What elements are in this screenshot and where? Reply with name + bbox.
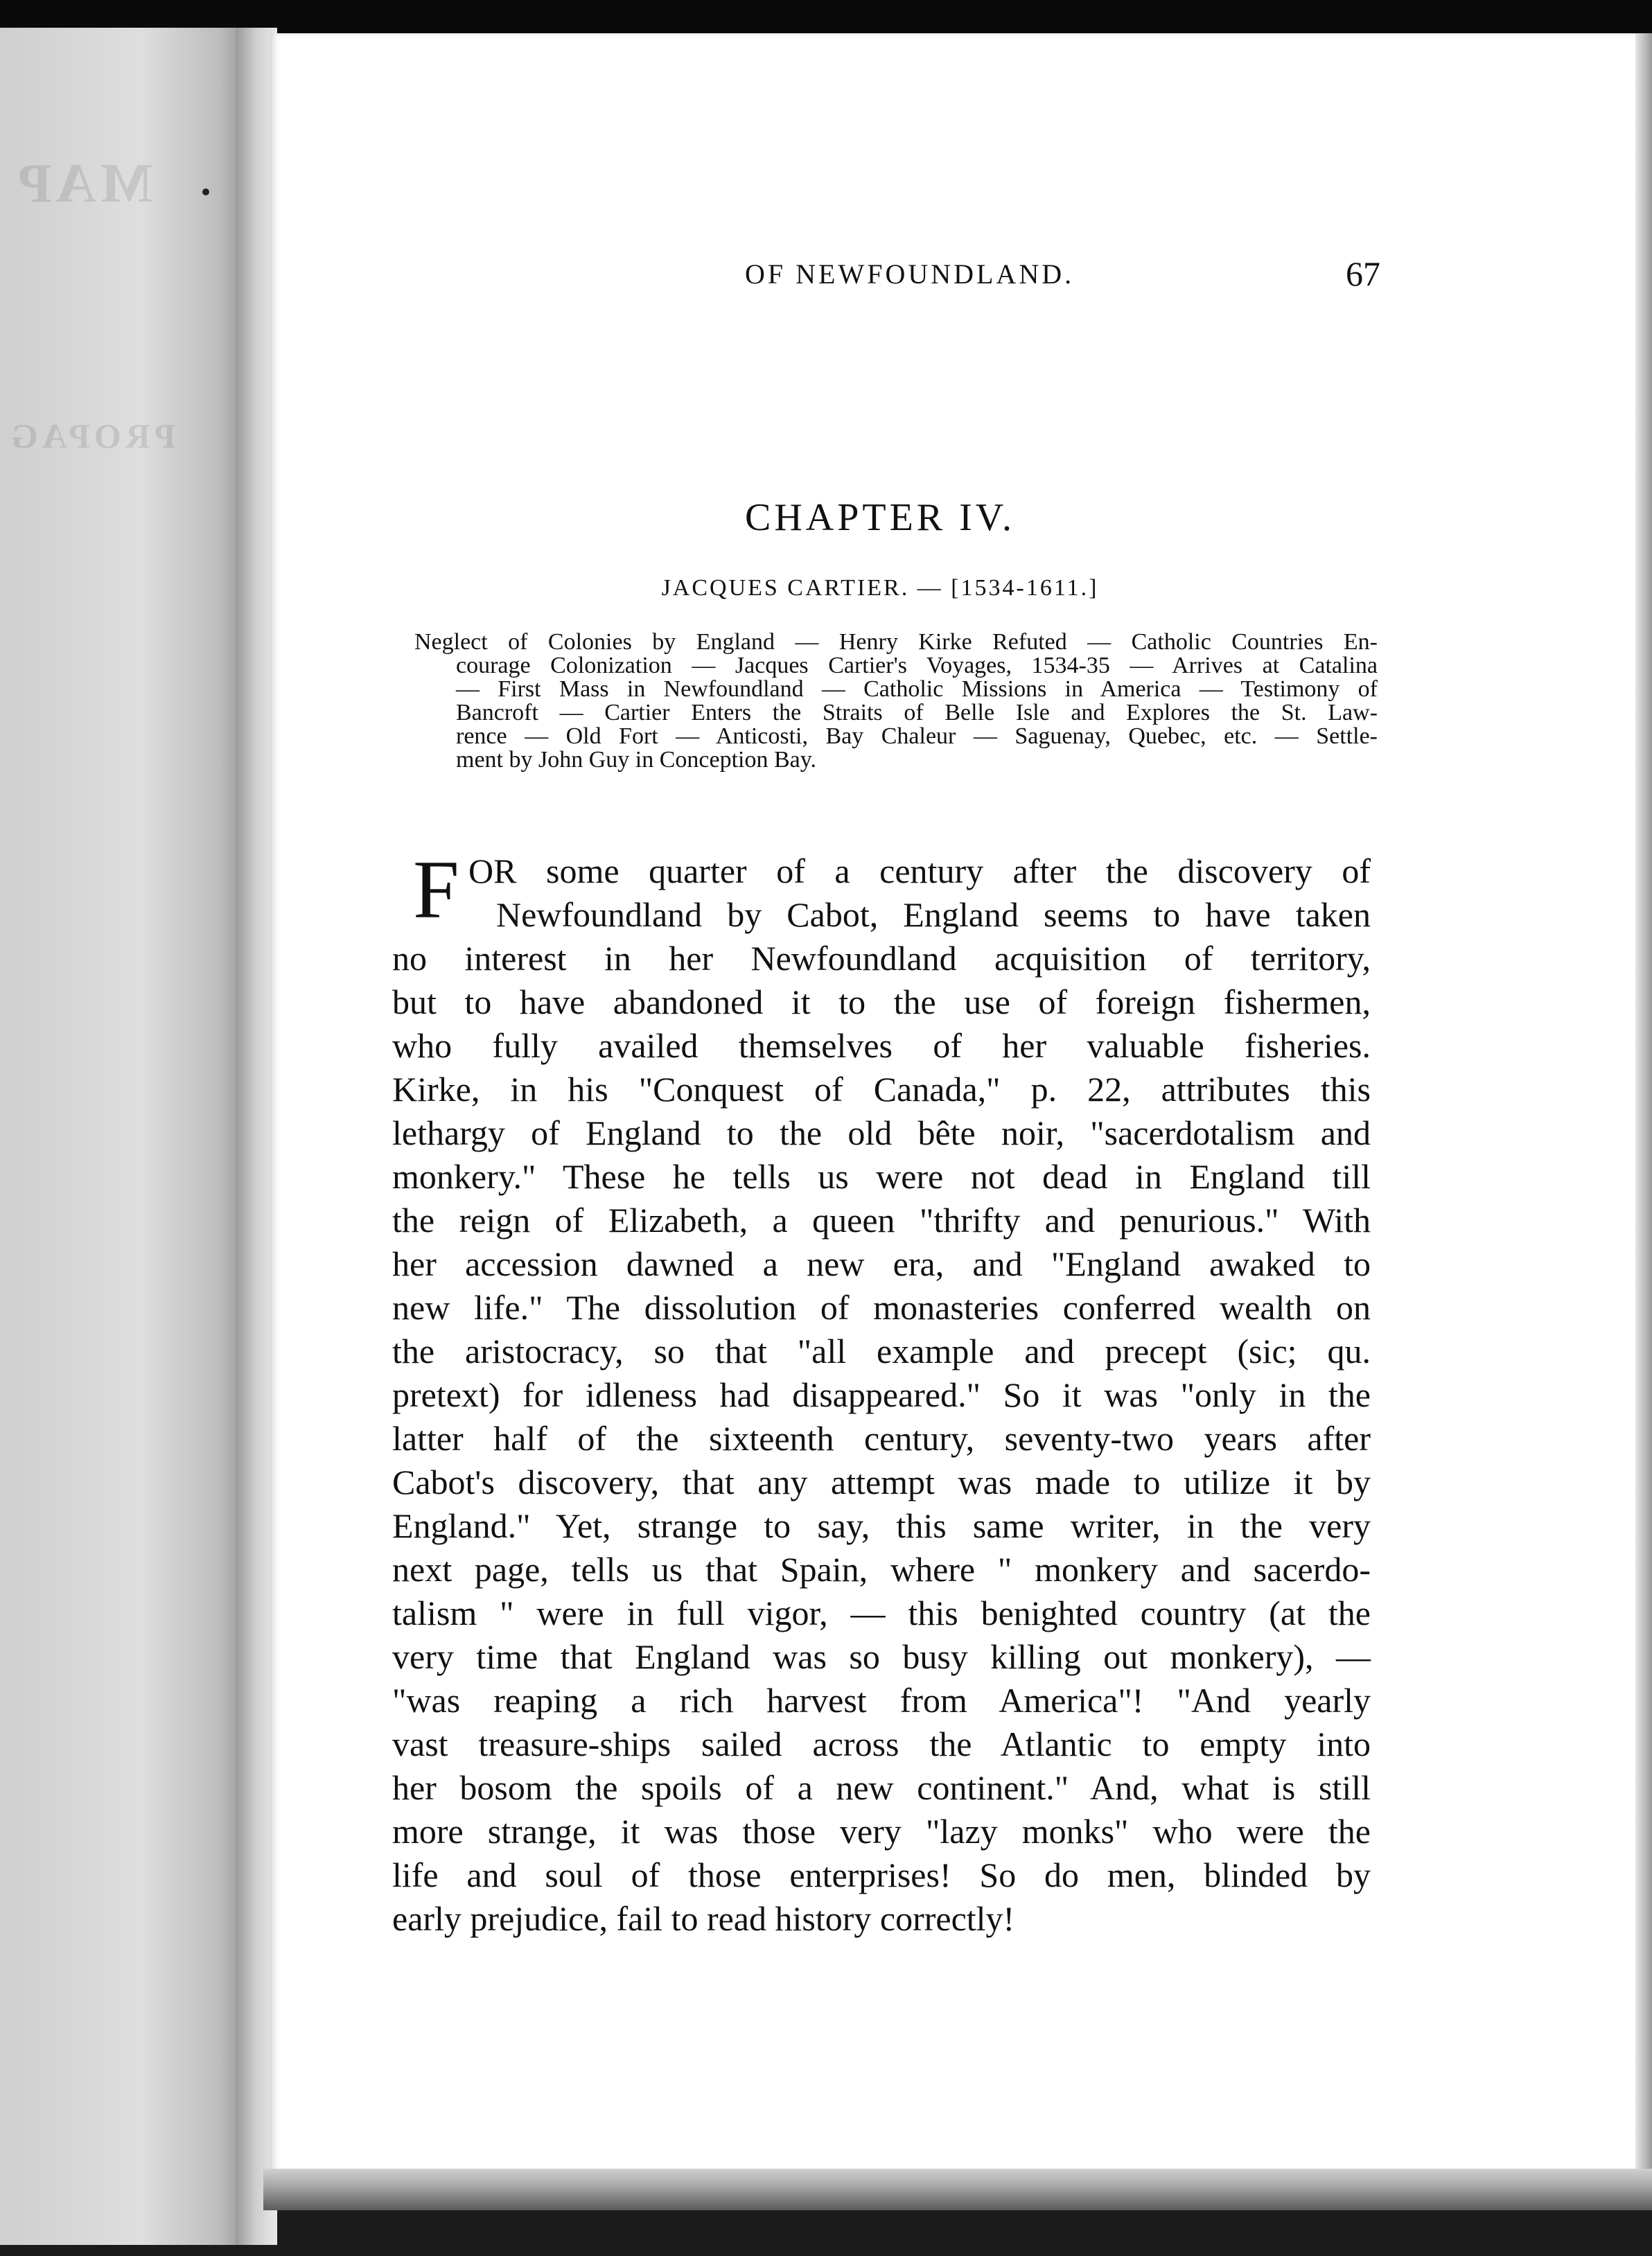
- running-header: OF NEWFOUNDLAND.: [745, 258, 1075, 290]
- body-line: Cabot's discovery, that any attempt was made to utilize it by: [392, 1463, 1371, 1501]
- body-line: life and soul of those enterprises! So do men, blinded by: [392, 1856, 1371, 1894]
- synopsis-line: courage Colonization — Jacques Cartier's Voyages, 1534-35 — Arrives at Catalina: [456, 653, 1378, 678]
- body-line: vast treasure-ships sailed across the Atlantic to empty into: [392, 1725, 1371, 1763]
- body-line: talism " were in full vigor, — this benighted country (at the: [392, 1594, 1371, 1632]
- synopsis-line: — First Mass in Newfoundland — Catholic Missions in America — Testimony of: [456, 676, 1378, 702]
- body-text: [392, 937, 1371, 1941]
- body-line: Newfoundland by Cabot, England seems to have taken: [496, 895, 1371, 934]
- body-line: OR some quarter of a century after the discovery of: [468, 852, 1371, 890]
- body-line: her bosom the spoils of a new continent." And, what is still: [392, 1768, 1371, 1807]
- ghost-text-top: MAP: [14, 153, 153, 214]
- body-line: lethargy of England to the old bête noir, "sacerdotalism and: [392, 1113, 1371, 1152]
- body-line: but to have abandoned it to the use of foreign fishermen,: [392, 982, 1371, 1021]
- body-line: "was reaping a rich harvest from America"! "And yearly: [392, 1681, 1371, 1720]
- page-number: 67: [1346, 254, 1380, 293]
- chapter-synopsis: [414, 631, 1378, 772]
- synopsis-line: Bancroft — Cartier Enters the Straits of Belle Isle and Explores the St. Law-: [456, 700, 1378, 725]
- body-line: new life." The dissolution of monasteries conferred wealth on: [392, 1288, 1371, 1327]
- body-line: who fully availed themselves of her valuable fisheries.: [392, 1026, 1371, 1065]
- chapter-title: CHAPTER IV.: [744, 496, 1015, 539]
- synopsis-line: ment by John Guy in Conception Bay.: [456, 747, 817, 773]
- body-line: monkery." These he tells us were not dead in England till: [392, 1157, 1371, 1196]
- body-line: England." Yet, strange to say, this same writer, in the very: [392, 1506, 1371, 1545]
- body-line: no interest in her Newfoundland acquisition of territory,: [392, 939, 1371, 978]
- body-line: her accession dawned a new era, and "England awaked to: [392, 1244, 1371, 1283]
- body-line: Kirke, in his "Conquest of Canada," p. 22, attributes this: [392, 1070, 1371, 1109]
- body-line: pretext) for idleness had disappeared." So it was "only in the: [392, 1375, 1371, 1414]
- body-line: next page, tells us that Spain, where " monkery and sacerdo-: [392, 1550, 1371, 1589]
- body-line: early prejudice, fail to read history correctly!: [392, 1899, 1015, 1938]
- synopsis-line: Neglect of Colonies by England — Henry Kirke Refuted — Catholic Countries En-: [414, 629, 1378, 655]
- body-first-lines: [468, 849, 1371, 937]
- page-bottom-edge: [263, 2169, 1652, 2210]
- drop-cap: F: [413, 843, 459, 935]
- body-line: latter half of the sixteenth century, seventy-two years after: [392, 1419, 1371, 1458]
- body-line: the aristocracy, so that "all example and precept (sic; qu.: [392, 1332, 1371, 1371]
- body-line: very time that England was so busy killing out monkery), —: [392, 1637, 1371, 1676]
- page-right-edge: [1635, 33, 1652, 2209]
- body-line: the reign of Elizabeth, a queen "thrifty and penurious." With: [392, 1201, 1371, 1240]
- synopsis-line: rence — Old Fort — Anticosti, Bay Chaleur — Saguenay, Quebec, etc. — Settle-: [456, 723, 1378, 749]
- chapter-subtitle: JACQUES CARTIER. — [1534-1611.]: [661, 575, 1099, 601]
- facing-page: [0, 28, 258, 2245]
- ghost-text-middle: PROPAG: [7, 416, 176, 455]
- body-line: more strange, it was those very "lazy monks" who were the: [392, 1812, 1371, 1851]
- speck: [202, 188, 209, 195]
